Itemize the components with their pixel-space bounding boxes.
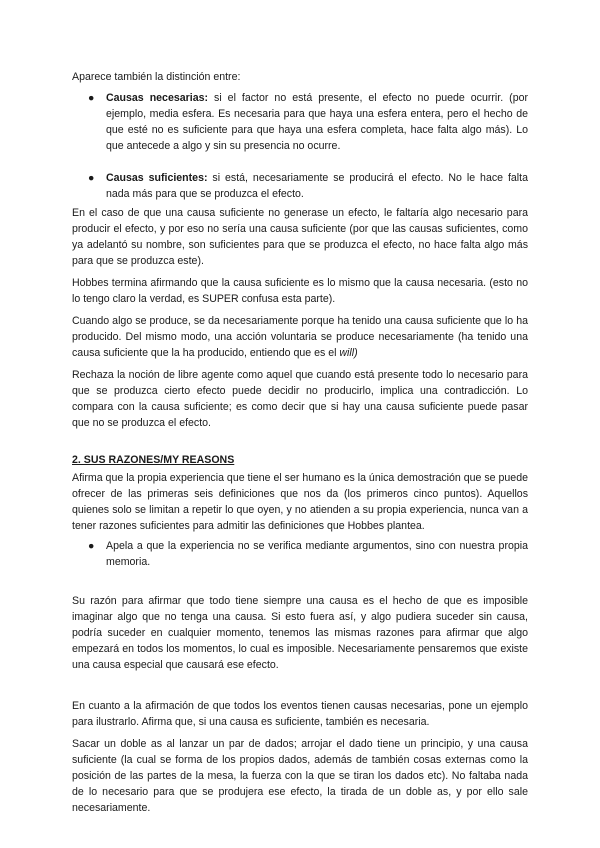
section-heading: 2. SUS RAZONES/MY REASONS: [72, 454, 235, 466]
list-item: [72, 170, 528, 202]
causes-list: [72, 90, 528, 202]
bullet-text: Apela a que la experiencia no se verifica mediante argumentos, sino con nuestra propia memoria.: [106, 540, 528, 568]
paragraph-text: Cuando algo se produce, se da necesariamente porque ha tenido una causa suficiente que lo ha producido. Del mismo modo, una acción voluntaria se produce necesariamente (ha tenido una causa suficiente que la ha producido, entiendo que es el: [72, 315, 528, 359]
bullet-icon: ●: [88, 92, 95, 104]
page-content: [72, 69, 528, 816]
experience-list: [72, 538, 528, 570]
list-item: [72, 538, 528, 570]
intro-line: Aparece también la distinción entre:: [72, 71, 241, 83]
definition-necesarias: si el factor no está presente, el efecto no puede ocurrir. (por ejemplo, media esfera. Es necesaria para que haya una esfera entera, pero el hecho de que esté no es suficiente para que haya una esfera completa, hace falta algo más). Lo que antecede a algo y sin su presencia no ocurre.: [106, 92, 528, 152]
term-necesarias: Causas necesarias:: [106, 92, 209, 104]
bullet-icon: ●: [88, 540, 95, 552]
paragraph: En cuanto a la afirmación de que todos los eventos tienen causas necesarias, pone un ejemplo para ilustrarlo. Afirma que, si una causa es suficiente, también es necesaria.: [72, 700, 528, 728]
paragraph: [72, 313, 528, 361]
paragraph: Rechaza la noción de libre agente como aquel que cuando está presente todo lo necesario para que se produzca cierto efecto puede decidir no producirlo, implica una contradicción. Lo compara con la causa suficiente; es como decir que si hay una causa suficiente puede pasar que no se produzca el efecto.: [72, 369, 528, 429]
paragraph: Hobbes termina afirmando que la causa suficiente es lo mismo que la causa necesaria. (esto no lo tengo claro la verdad, es SUPER confusa esta parte).: [72, 277, 528, 305]
paragraph: Sacar un doble as al lanzar un par de dados; arrojar el dado tiene un principio, y una causa suficiente (la cual se forma de los propios dados, además de también cosas externas como la posición de las partes de la mesa, la fuerza con la que se tiran los dados etc). No faltaba nada de lo necesario para que se produjera ese efecto, la tirada de un doble as, y por ello sale necesariamente.: [72, 738, 528, 814]
bullet-icon: ●: [88, 172, 95, 184]
list-item: [72, 90, 528, 154]
paragraph: Su razón para afirmar que todo tiene siempre una causa es el hecho de que es imposible imaginar algo que no tenga una causa. Si esto fuera así, y algo pudiera suceder sin causa, podría suceder en cualquier momento, tenemos las mismas razones para afirmar que algo empezará en todos los momentos, lo cual es imposible. Necesariamente pensaremos que existe una causa especial que causará ese efecto.: [72, 595, 528, 671]
italic-term: will): [339, 347, 358, 359]
paragraph: En el caso de que una causa suficiente no generase un efecto, le faltaría algo necesario para producir el efecto, y por eso no sería una causa suficiente (por que las causas suficientes, como ya adelantó su nombre, son suficientes para que se produzca el efecto, no hace falta algo más para que se produzca este).: [72, 207, 528, 267]
paragraph: Afirma que la propia experiencia que tiene el ser humano es la única demostración que se puede ofrecer de las primeras seis definiciones que nos da (los primeros cinco puntos). Aquellos quienes solo se limitan a repetir lo que oyen, y no atienden a su propia experiencia, nunca van a tener razones suficientes para admitir las definiciones que Hobbes plantea.: [72, 472, 528, 532]
term-suficientes: Causas suficientes:: [106, 172, 208, 184]
definition-suficientes: si está, necesariamente se producirá el efecto. No le hace falta nada más para que se produzca el efecto.: [106, 172, 528, 200]
